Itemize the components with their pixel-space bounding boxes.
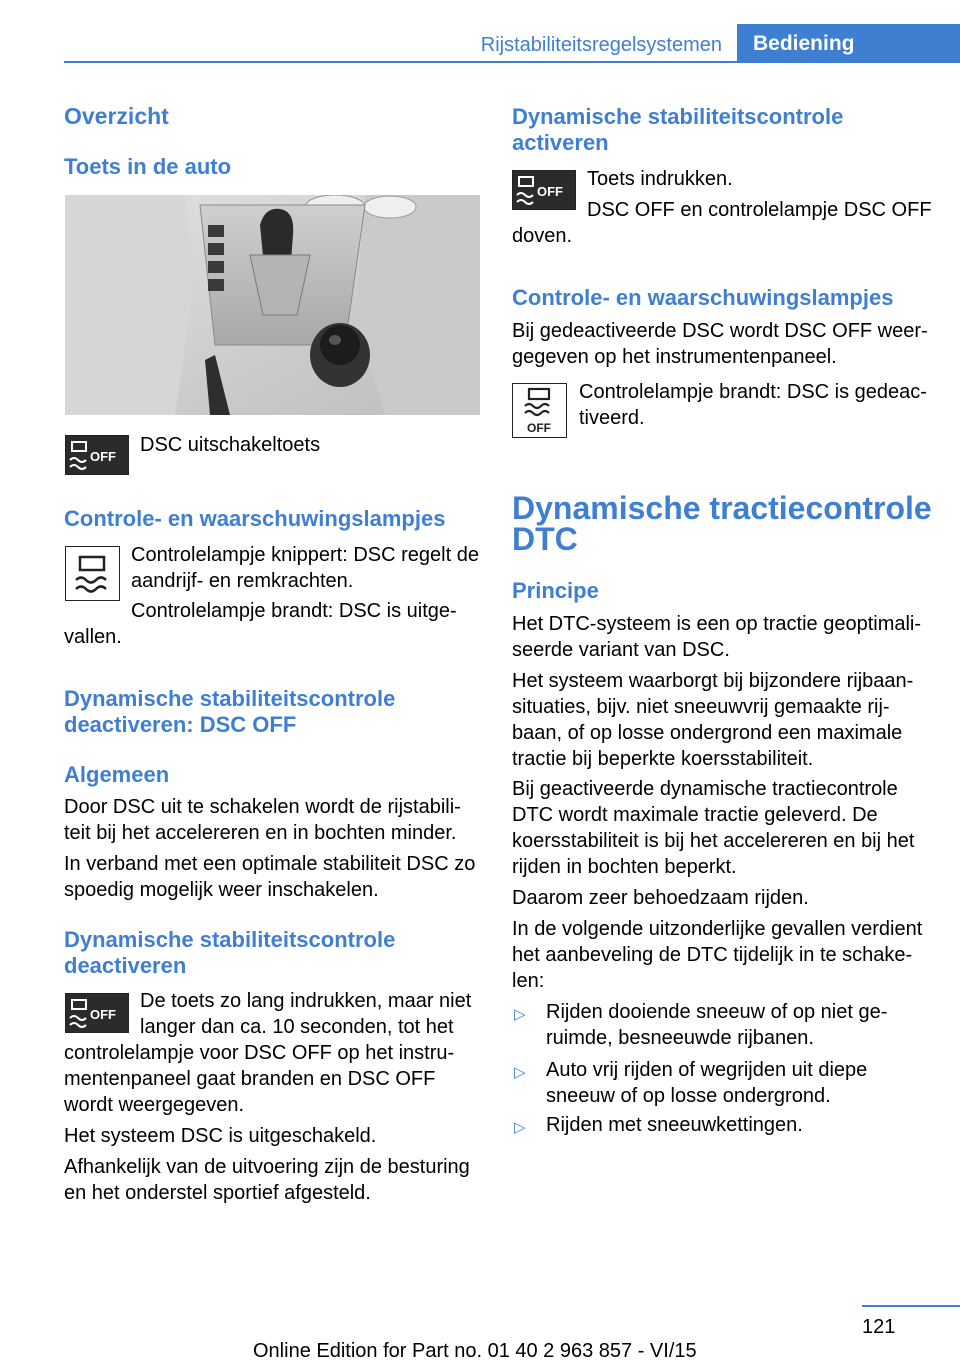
- principe-p2-line1: Het systeem waarborgt bij bijzondere rijbaan‐: [512, 670, 914, 692]
- principe-p1-line2: seerde variant van DSC.: [512, 639, 730, 661]
- principe-p5-line2: het aanbeveling de DTC tijdelijk in te schake‐: [512, 944, 913, 966]
- dsc-off-button-icon: [65, 435, 129, 475]
- activeren-line2: DSC OFF en controlelampje DSC OFF: [587, 199, 932, 221]
- heading-lampjes-right: Controle- en waarschuwingslampjes: [512, 285, 894, 310]
- afhankelijk-line2: en het onderstel sportief afgesteld.: [64, 1182, 371, 1204]
- bullet3-line1: Rijden met sneeuwkettingen.: [546, 1114, 803, 1136]
- header-rule: [64, 61, 960, 63]
- bullet-triangle-icon: ▷: [514, 1006, 526, 1023]
- dsc-off-warning-light-icon: [512, 383, 567, 438]
- heading-overzicht: Overzicht: [64, 103, 169, 129]
- algemeen-p1-line2: teit bij het accelereren en in bochten minder.: [64, 822, 457, 844]
- bullet1-line1: Rijden dooiende sneeuw of op niet ge‐: [546, 1001, 888, 1023]
- icon-off-label: OFF: [527, 421, 551, 435]
- heading-principe: Principe: [512, 578, 599, 603]
- heading-dtc-2: DTC: [512, 521, 578, 557]
- icon-off-label: OFF: [90, 1007, 116, 1022]
- heading-activeren-1: Dynamische stabiliteitscontrole: [512, 104, 844, 129]
- activeren-line3: doven.: [512, 225, 573, 247]
- principe-p1-line1: Het DTC-systeem is een op tractie geoptimali‐: [512, 613, 922, 635]
- heading-activeren-2: activeren: [512, 130, 609, 155]
- principe-p2-line4: tractie bij beperkte koersstabiliteit.: [512, 748, 814, 770]
- icon-off-label: OFF: [90, 449, 116, 464]
- dsc-warning-light-icon: [65, 546, 120, 601]
- heading-deactiveren-2: deactiveren: [64, 953, 187, 978]
- heading-toets-in-de-auto: Toets in de auto: [64, 154, 232, 179]
- dsc-off-button-icon: [512, 170, 576, 210]
- lamp-blink-line1: Controlelampje knippert: DSC regelt de: [131, 544, 479, 566]
- system-off-text: Het systeem DSC is uitgeschakeld.: [64, 1125, 377, 1147]
- heading-deactiveren-1: Dynamische stabiliteitscontrole: [64, 927, 396, 952]
- lampjes-right-line4: tiveerd.: [579, 407, 645, 429]
- principe-p2-line3: baan, of op losse ondergrond een maximale: [512, 722, 903, 744]
- principe-p2-line2: situaties, bijv. niet sneeuwvrij gemaakte rij‐: [512, 696, 890, 718]
- algemeen-p1-line1: Door DSC uit te schakelen wordt de rijstabili‐: [64, 796, 461, 818]
- footer-rule: [862, 1305, 960, 1307]
- bullet2-line1: Auto vrij rijden of wegrijden uit diepe: [546, 1059, 868, 1081]
- principe-p3-line4: rijden in bochten beperkt.: [512, 856, 737, 878]
- running-header-section: Rijstabiliteitsregelsystemen: [480, 34, 722, 56]
- lampjes-right-line2: gegeven op het instrumentenpaneel.: [512, 346, 837, 368]
- principe-p4: Daarom zeer behoedzaam rijden.: [512, 887, 809, 909]
- lamp-blink-line2: aandrijf- en remkrachten.: [131, 570, 354, 592]
- bullet-triangle-icon: ▷: [514, 1119, 526, 1136]
- heading-dtc-1: Dynamische tractiecontrole: [512, 490, 932, 526]
- lamp-lit-line1: Controlelampje brandt: DSC is uitge‐: [131, 600, 457, 622]
- deactiveren-line3: controlelampje voor DSC OFF op het instru‐: [64, 1042, 455, 1064]
- afhankelijk-line1: Afhankelijk van de uitvoering zijn de besturing: [64, 1156, 470, 1178]
- bullet1-line2: ruimde, besneeuwde rijbanen.: [546, 1027, 814, 1049]
- edition-footer: Online Edition for Part no. 01 40 2 963 857 - VI/15: [253, 1340, 697, 1362]
- algemeen-p2-line1: In verband met een optimale stabiliteit DSC zo: [64, 853, 476, 875]
- principe-p3-line2: DTC wordt maximale tractie geleverd. De: [512, 804, 878, 826]
- principe-p3-line3: koersstabiliteit is bij het accelereren en bij het: [512, 830, 915, 852]
- principe-p3-line1: Bij geactiveerde dynamische tractiecontrole: [512, 778, 898, 800]
- algemeen-p2-line2: spoedig mogelijk weer inschakelen.: [64, 879, 379, 901]
- lampjes-right-line3: Controlelampje brandt: DSC is gedeac‐: [579, 381, 927, 403]
- heading-lampjes-left: Controle- en waarschuwingslampjes: [64, 506, 446, 531]
- deactiveren-line2: langer dan ca. 10 seconden, tot het: [140, 1016, 454, 1038]
- console-illustration: [65, 195, 480, 415]
- heading-algemeen: Algemeen: [64, 762, 170, 787]
- caption-dsc-button: DSC uitschakeltoets: [140, 434, 321, 456]
- deactiveren-line1: De toets zo lang indrukken, maar niet: [140, 990, 472, 1012]
- dsc-off-button-icon: [65, 993, 129, 1033]
- lampjes-right-line1: Bij gedeactiveerde DSC wordt DSC OFF weer‐: [512, 320, 928, 342]
- principe-p5-line3: len:: [512, 970, 545, 992]
- bullet-triangle-icon: ▷: [514, 1064, 526, 1081]
- principe-p5-line1: In de volgende uitzonderlijke gevallen verdient: [512, 918, 923, 940]
- icon-off-label: OFF: [537, 184, 563, 199]
- activeren-line1: Toets indrukken.: [587, 168, 733, 190]
- bullet2-line2: sneeuw of op losse ondergrond.: [546, 1085, 831, 1107]
- heading-deactiveren-dsc-off-2: deactiveren: DSC OFF: [64, 712, 297, 737]
- page-number: 121: [862, 1316, 896, 1338]
- lamp-lit-line2: vallen.: [64, 626, 122, 648]
- deactiveren-line5: wordt weergegeven.: [64, 1094, 245, 1116]
- heading-deactiveren-dsc-off-1: Dynamische stabiliteitscontrole: [64, 686, 396, 711]
- deactiveren-line4: mentenpaneel gaat branden en DSC OFF: [64, 1068, 436, 1090]
- running-header-tab: Bediening: [737, 24, 960, 62]
